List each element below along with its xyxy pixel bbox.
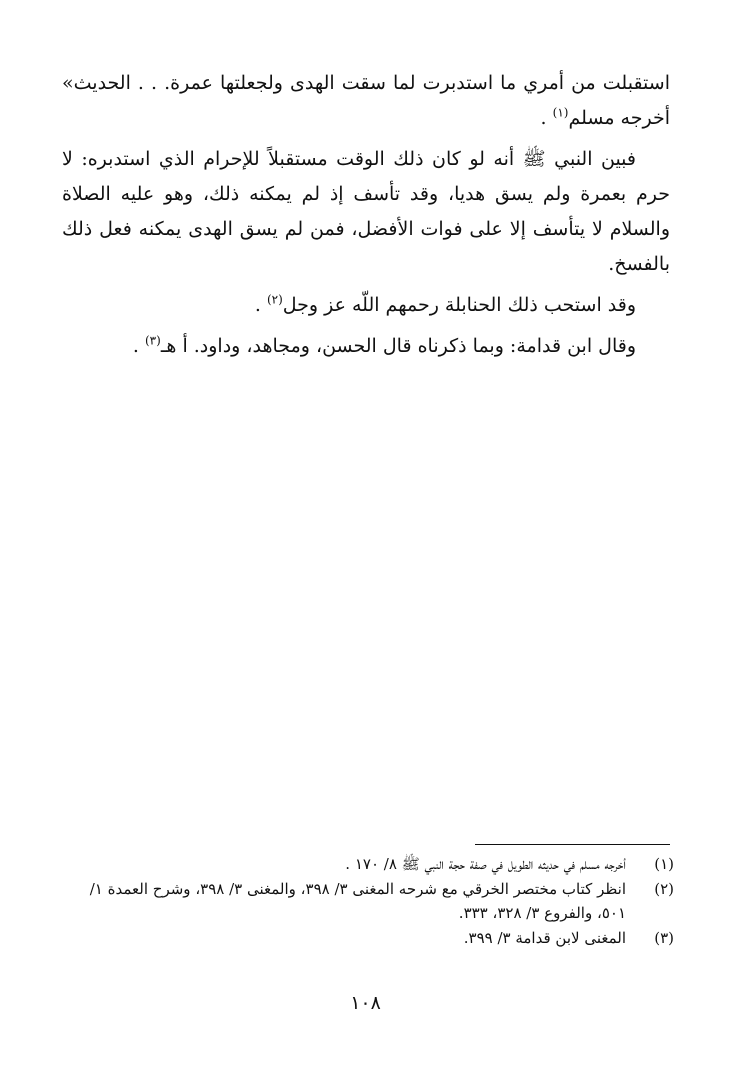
footnote-1-text: أخرجه مسلم في حديثه الطويل في صفة حجة النبي ﷺ ٨/ ١٧٠ . (345, 855, 626, 873)
paragraph-1-tail: . (540, 107, 553, 129)
footnote-2-text: انظر كتاب مختصر الخرقي مع شرحه المغنى ٣/ ٣٩٨، والمغنى ٣/ ٣٩٨، وشرح العمدة ١/ ٥٠١، والفروع ٣/ ٣٢٨، ٣٣٣. (89, 880, 626, 922)
footnote-3-text: المغنى لابن قدامة ٣/ ٣٩٩. (463, 929, 626, 947)
footnote-ref-3: (٣) (144, 333, 161, 348)
footnote-ref-2: (٢) (266, 292, 283, 307)
paragraph-4-text: وقال ابن قدامة: وبما ذكرناه قال الحسن، ومجاهد، وداود. أ هـ (160, 335, 636, 357)
page-number: ١٠٨ (350, 992, 381, 1014)
footnote-1 (62, 852, 674, 876)
paragraph-2-text: فبين النبي ﷺ أنه لو كان ذلك الوقت مستقبلاً للإحرام الذي استدبره: لا حرم بعمرة ولم يسق هديا، وقد تأسف إذ لم يمكنه ذلك، وهو عليه الصلاة والسلام لا يتأسف إلا على فوات الأفضل، فمن لم يسق الهدى يمكنه فعل ذلك بالفسخ. (62, 148, 670, 275)
paragraph-4 (62, 329, 670, 364)
paragraph-4-tail: . (132, 335, 145, 357)
footnote-ref-1: (١) (552, 105, 569, 120)
footnote-2-number: (٢) (654, 880, 674, 898)
paragraph-2 (62, 142, 670, 282)
paragraph-3-text: وقد استحب ذلك الحنابلة رحمهم اللّه عز وجل (282, 294, 636, 316)
footnote-2 (62, 877, 674, 925)
footnote-1-number: (١) (654, 855, 674, 873)
footnote-divider (475, 844, 670, 845)
paragraph-3 (62, 288, 670, 323)
footnotes-section (62, 852, 674, 951)
paragraph-1-text: استقبلت من أمري ما استدبرت لما سقت الهدى ولجعلتها عمرة. . . الحديث» أخرجه مسلم (62, 72, 670, 129)
paragraph-3-tail: . (254, 294, 267, 316)
footnote-3-number: (٣) (654, 929, 674, 947)
paragraph-1 (62, 66, 670, 136)
footnote-3 (62, 926, 674, 950)
main-text (62, 66, 670, 370)
